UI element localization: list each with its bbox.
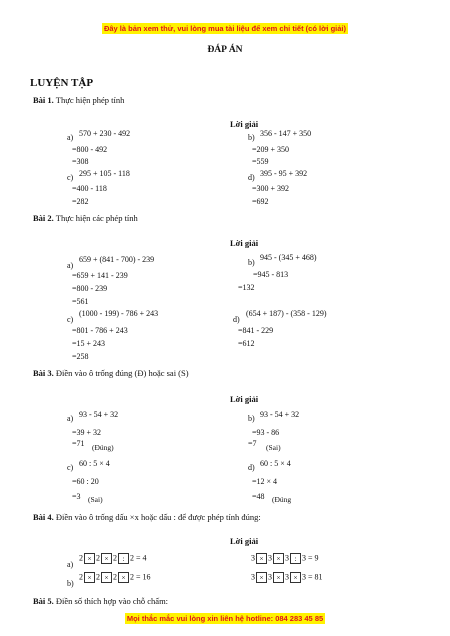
exercise-1-text: Thực hiện phép tính (55, 95, 125, 105)
ex1-c-label: c) (67, 173, 74, 182)
section-heading: LUYỆN TẬP (30, 77, 94, 89)
solution-label-2: Lời giải (230, 238, 259, 248)
ex1-a-line: =308 (72, 157, 89, 166)
ex3-a-line: =71 (72, 439, 85, 448)
ex2-a-line: =659 + 141 - 239 (72, 271, 128, 280)
operator-box: × (273, 572, 284, 583)
ex1-a-line: 570 + 230 - 492 (79, 129, 131, 138)
ex2-a-line: 659 + (841 - 700) - 239 (79, 255, 155, 264)
operator-box: × (101, 572, 112, 583)
ex2-b-line: =945 - 813 (253, 270, 289, 279)
ex2-a-label: a) (67, 261, 74, 270)
ex3-a-line: 93 - 54 + 32 (79, 410, 119, 419)
ex1-b-line: =559 (252, 157, 269, 166)
ex4-row-1-right (251, 553, 319, 564)
ex3-d-line: =48 (252, 492, 265, 501)
ex2-c-label: c) (67, 315, 74, 324)
equation-result: = 9 (308, 553, 319, 563)
exercise-2-text: Thực hiện các phép tính (55, 213, 138, 223)
exercise-5-heading (33, 596, 168, 606)
operand: 3 (268, 553, 272, 563)
operator-box: × (84, 572, 95, 583)
ex2-c-line: =258 (72, 352, 89, 361)
operator-box: × (290, 572, 301, 583)
ex3-c-line: =60 : 20 (72, 477, 99, 486)
equation-result: = 16 (136, 572, 151, 582)
operand: 2 (130, 572, 134, 582)
ex1-d-label: d) (248, 173, 255, 182)
operand: 3 (285, 553, 289, 563)
ex3-b-label: b) (248, 414, 255, 423)
ex3-d-line: =12 × 4 (252, 477, 278, 486)
ex1-b-line: =209 + 350 (252, 145, 290, 154)
exercise-1-label: Bài 1. (33, 95, 54, 105)
operand: 3 (268, 572, 272, 582)
ex3-c-verdict: (Sai) (88, 495, 103, 504)
ex3-b-line: 93 - 54 + 32 (260, 410, 300, 419)
operand: 2 (130, 553, 134, 563)
exercise-3-heading (33, 368, 189, 378)
ex2-c-line: =801 - 786 + 243 (72, 326, 128, 335)
ex3-c-line: =3 (72, 492, 81, 501)
ex2-b-label: b) (248, 258, 255, 267)
exercise-1-heading (33, 95, 124, 105)
exercise-2-heading (33, 213, 138, 223)
ex2-d-line: =841 - 229 (238, 326, 274, 335)
operand: 3 (285, 572, 289, 582)
ex3-d-line: 60 : 5 × 4 (260, 459, 291, 468)
ex3-a-label: a) (67, 414, 74, 423)
operand: 3 (302, 553, 306, 563)
solution-label-1: Lời giải (230, 119, 259, 129)
ex2-d-line: (654 + 187) - (358 - 129) (246, 309, 327, 318)
ex2-d-line: =612 (238, 339, 255, 348)
ex1-b-line: 356 - 147 + 350 (260, 129, 312, 138)
operator-box: × (273, 553, 284, 564)
exercise-3-label: Bài 3. (33, 368, 54, 378)
ex1-c-line: =400 - 118 (72, 184, 107, 193)
ex1-c-line: 295 + 105 - 118 (79, 169, 130, 178)
page-title: ĐÁP ÁN (207, 45, 243, 55)
operator-box: : (290, 553, 301, 564)
ex2-c-line: =15 + 243 (72, 339, 106, 348)
hotline-banner-text: Mọi thắc mắc vui lòng xin liên hệ hotline: 084 283 45 85 (126, 614, 324, 623)
operator-box: : (118, 553, 129, 564)
ex4-row-2-left (79, 572, 151, 583)
exercise-5-text: Điền số thích hợp vào chỗ chấm: (55, 596, 169, 606)
operator-box: × (101, 553, 112, 564)
ex2-d-label: d) (233, 315, 240, 324)
solution-label-4: Lời giải (230, 536, 259, 546)
ex1-d-line: 395 - 95 + 392 (260, 169, 308, 178)
exercise-5-label: Bài 5. (33, 596, 54, 606)
ex4-row-1-left (79, 553, 147, 564)
ex2-a-line: =561 (72, 297, 89, 306)
operator-box: × (256, 553, 267, 564)
preview-banner-text: Đây là bản xem thử, vui lòng mua tài liệu để xem chi tiết (có lời giải) (103, 24, 347, 33)
operand: 2 (96, 572, 100, 582)
exercise-4-heading (33, 512, 261, 522)
operand: 2 (113, 553, 117, 563)
ex2-c-line: (1000 - 199) - 786 + 243 (79, 309, 159, 318)
exercise-3-text: Điền vào ô trống đúng (Đ) hoặc sai (S) (55, 368, 189, 378)
operand: 3 (251, 572, 255, 582)
ex3-b-verdict: (Sai) (266, 443, 281, 452)
ex3-d-label: d) (248, 463, 255, 472)
ex1-a-label: a) (67, 133, 74, 142)
operand: 2 (96, 553, 100, 563)
operator-box: × (256, 572, 267, 583)
ex2-a-line: =800 - 239 (72, 284, 108, 293)
exercise-4-label: Bài 4. (33, 512, 54, 522)
equation-result: = 81 (308, 572, 323, 582)
ex4-b-label: b) (67, 579, 74, 588)
ex2-b-line: =132 (238, 283, 255, 292)
ex2-b-line: 945 - (345 + 468) (260, 253, 317, 262)
ex1-c-line: =282 (72, 197, 89, 206)
operand: 2 (113, 572, 117, 582)
hotline-banner (0, 614, 450, 628)
ex1-b-label: b) (248, 133, 255, 142)
ex3-a-line: =39 + 32 (72, 428, 102, 437)
ex4-row-2-right (251, 572, 323, 583)
ex3-c-line: 60 : 5 × 4 (79, 459, 110, 468)
ex3-b-line: =7 (248, 439, 257, 448)
ex3-a-verdict: (Đúng) (92, 443, 114, 452)
ex3-d-verdict: (Đúng (272, 495, 292, 504)
operand: 3 (302, 572, 306, 582)
operand: 3 (251, 553, 255, 563)
preview-banner (0, 24, 450, 38)
ex1-d-line: =692 (252, 197, 269, 206)
ex4-a-label: a) (67, 560, 74, 569)
operator-box: × (84, 553, 95, 564)
ex1-d-line: =300 + 392 (252, 184, 290, 193)
equation-result: = 4 (136, 553, 147, 563)
ex3-b-line: =93 - 86 (252, 428, 280, 437)
exercise-4-text: Điền vào ô trống dấu ×x hoặc dấu : để được phép tính đúng: (55, 512, 261, 522)
operand: 2 (79, 553, 83, 563)
ex3-c-label: c) (67, 463, 74, 472)
ex1-a-line: =800 - 492 (72, 145, 108, 154)
operator-box: × (118, 572, 129, 583)
exercise-2-label: Bài 2. (33, 213, 54, 223)
solution-label-3: Lời giải (230, 394, 259, 404)
operand: 2 (79, 572, 83, 582)
